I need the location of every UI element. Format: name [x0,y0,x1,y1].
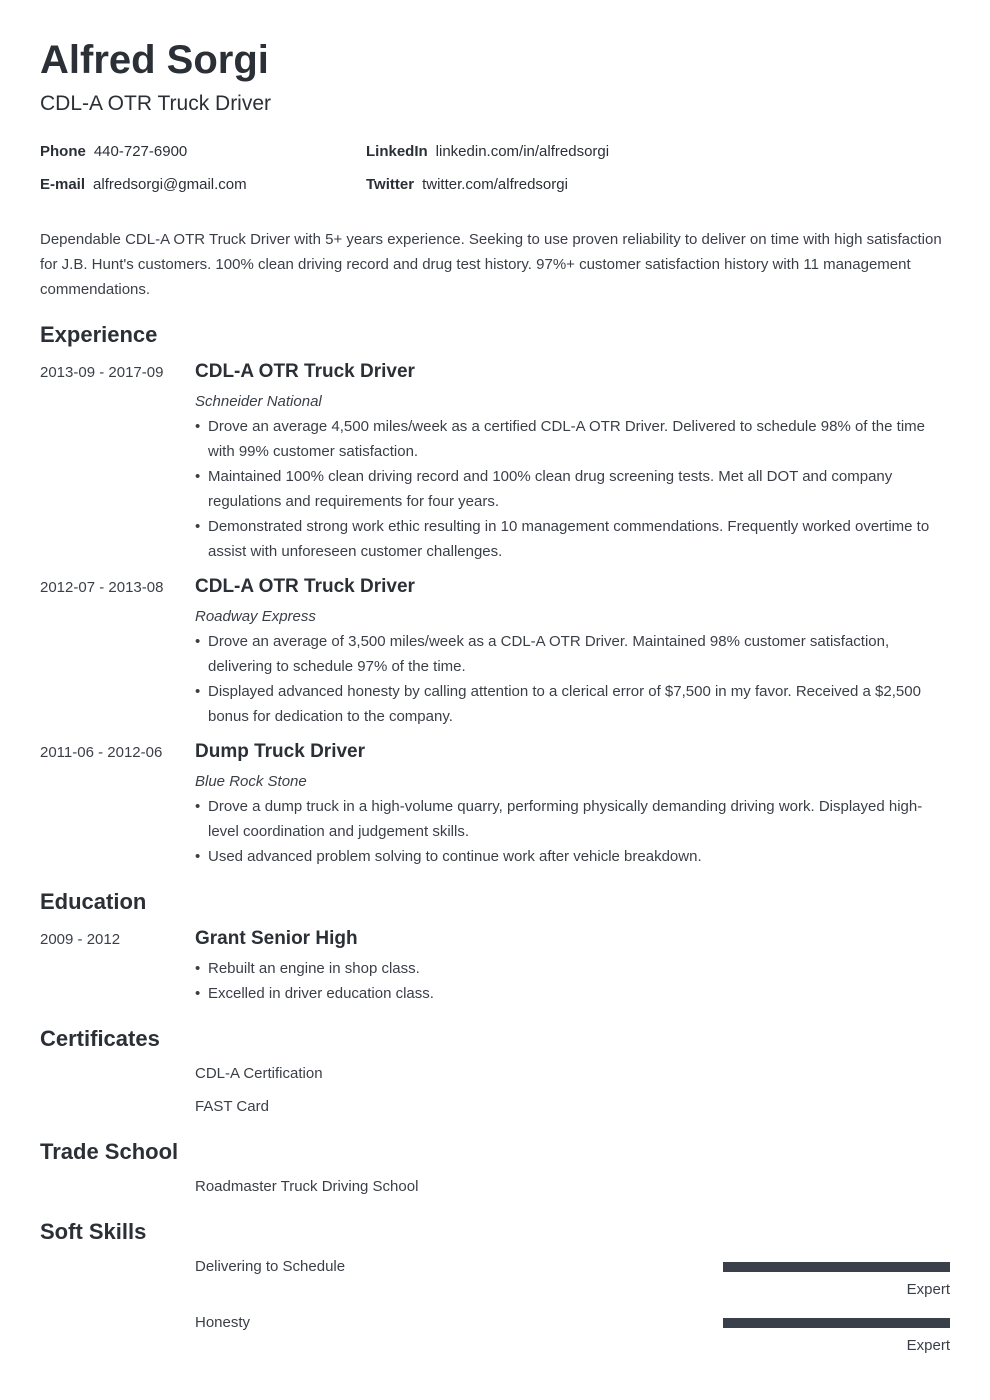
candidate-name: Alfred Sorgi [40,38,269,82]
phone-label: Phone [40,143,86,160]
skill-level-bar [723,1318,950,1328]
job-title: CDL-A OTR Truck Driver [195,576,415,597]
email-value[interactable]: alfredsorgi@gmail.com [93,176,247,193]
education-bullets [195,956,950,1006]
job-company: Roadway Express [195,608,316,625]
trade-school-heading: Trade School [40,1139,179,1164]
email-label: E-mail [40,176,86,193]
certificate-item: FAST Card [195,1098,269,1115]
skill-name: Honesty [195,1314,251,1331]
job-bullet: • Drove an average of 3,500 miles/week as a CDL-A OTR Driver. Maintained 98% customer satisfaction, delivering to schedule 97% of the time. [195,629,950,679]
education-heading: Education [40,889,147,914]
phone-value[interactable]: 440-727-6900 [93,143,188,160]
job-bullet: • Displayed advanced honesty by calling attention to a clerical error of $7,500 in my favor. Received a $2,500 bonus for dedication to the company. [195,679,950,729]
job-bullets [195,629,950,729]
contact-email [40,175,247,195]
experience-heading: Experience [40,322,158,347]
skill-level-label: Expert [906,1281,950,1298]
certificate-item: CDL-A Certification [195,1065,323,1082]
job-dates: 2012-07 - 2013-08 [40,579,164,596]
certificates-heading: Certificates [40,1026,160,1051]
job-dates: 2013-09 - 2017-09 [40,364,164,381]
job-bullet: • Used advanced problem solving to continue work after vehicle breakdown. [195,844,950,869]
job-dates: 2011-06 - 2012-06 [40,744,163,761]
linkedin-value[interactable]: linkedin.com/in/alfredsorgi [435,143,610,160]
twitter-value[interactable]: twitter.com/alfredsorgi [422,176,568,193]
education-bullet: • Excelled in driver education class. [195,981,950,1006]
skill-level-label: Expert [906,1337,950,1354]
education-bullet: • Rebuilt an engine in shop class. [195,956,950,981]
contact-linkedin [366,142,609,162]
soft-skills-heading: Soft Skills [40,1219,147,1244]
skill-level-bar [723,1262,950,1272]
job-bullets [195,794,950,869]
linkedin-label: LinkedIn [366,143,428,160]
job-title: Dump Truck Driver [195,741,365,762]
job-title: CDL-A OTR Truck Driver [195,361,415,382]
job-bullets [195,414,950,564]
skill-name: Delivering to Schedule [195,1258,346,1275]
job-company: Blue Rock Stone [195,773,307,790]
school-name: Grant Senior High [195,928,358,949]
contact-twitter [366,175,568,195]
education-dates: 2009 - 2012 [40,931,121,948]
summary: Dependable CDL-A OTR Truck Driver with 5+ years experience. Seeking to use proven reliability to deliver on time with high satisfaction for J.B. Hunt's customers. 100% clean driving record and drug test history. 97%+ customer satisfaction history with 11 management commendations. [40,231,942,298]
job-company: Schneider National [195,393,322,410]
trade-school-item: Roadmaster Truck Driving School [195,1178,419,1195]
contact-phone [40,142,187,162]
candidate-title: CDL-A OTR Truck Driver [40,92,272,115]
job-bullet: • Maintained 100% clean driving record and 100% clean drug screening tests. Met all DOT and company regulations and requirements for four years. [195,464,950,514]
job-bullet: • Demonstrated strong work ethic resulting in 10 management commendations. Frequently worked overtime to assist with unforeseen customer challenges. [195,514,950,564]
job-bullet: • Drove a dump truck in a high-volume quarry, performing physically demanding driving work. Displayed high-level coordination and judgement skills. [195,794,950,844]
twitter-label: Twitter [366,176,415,193]
job-bullet: • Drove an average 4,500 miles/week as a certified CDL-A OTR Driver. Delivered to schedule 98% of the time with 99% customer satisfaction. [195,414,950,464]
